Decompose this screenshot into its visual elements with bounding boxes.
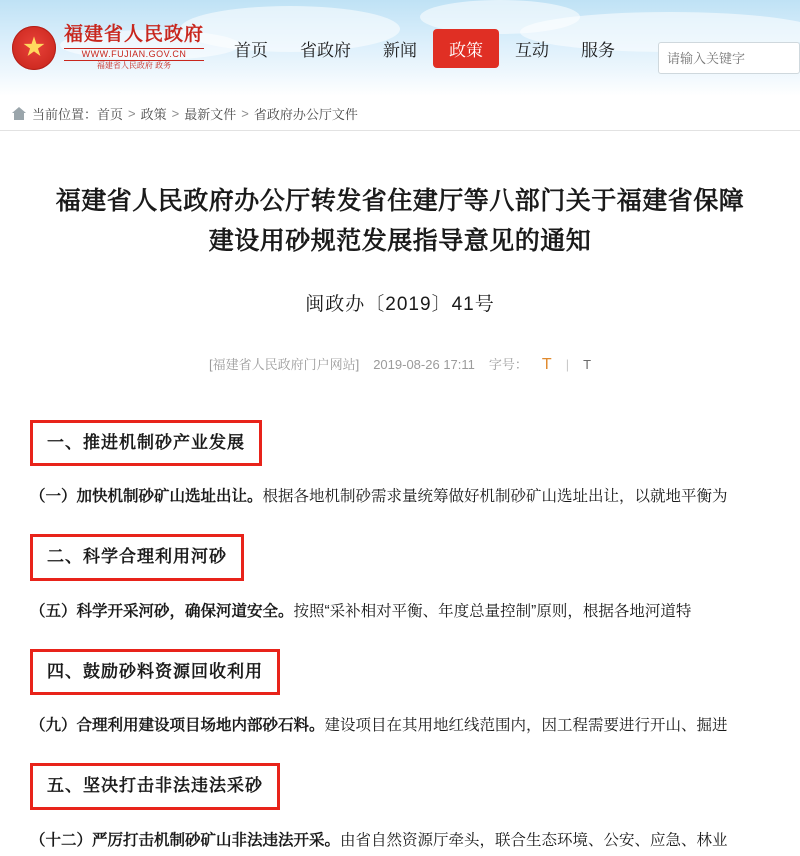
article-content bbox=[30, 398, 770, 856]
article-meta bbox=[30, 354, 770, 374]
breadcrumb-separator: > bbox=[171, 105, 180, 121]
section-paragraph-1 bbox=[30, 482, 770, 512]
search-box[interactable] bbox=[658, 42, 800, 74]
article-body bbox=[0, 131, 800, 856]
nav-item-policy[interactable]: 政策 bbox=[433, 29, 499, 68]
national-emblem-icon bbox=[12, 26, 56, 70]
section-paragraph-3 bbox=[30, 711, 770, 741]
section-heading-4: 五、坚决打击非法违法采砂 bbox=[30, 763, 280, 809]
breadcrumb-item-policy[interactable]: 政策 bbox=[140, 106, 167, 122]
nav-item-news[interactable]: 新闻 bbox=[383, 40, 417, 60]
nav-item-services[interactable]: 服务 bbox=[581, 40, 615, 60]
font-size-divider: | bbox=[565, 357, 570, 372]
breadcrumb-separator: > bbox=[241, 105, 249, 121]
logo-title: 福建省人民政府 bbox=[64, 23, 205, 45]
logo-url: WWW.FUJIAN.GOV.CN bbox=[64, 48, 204, 62]
section-paragraph-2 bbox=[30, 597, 770, 627]
paragraph-lead-1: （一）加快机制砂矿山选址出让。 bbox=[30, 488, 263, 506]
main-nav bbox=[218, 29, 631, 68]
home-icon bbox=[12, 107, 26, 120]
font-size-large-button[interactable]: T bbox=[541, 356, 552, 373]
article-datetime: 2019-08-26 17:11 bbox=[373, 357, 475, 372]
nav-item-provincial-government[interactable]: 省政府 bbox=[300, 40, 351, 60]
section-heading-3: 四、鼓励砂料资源回收利用 bbox=[30, 649, 280, 695]
paragraph-rest-3: 建设项目在其用地红线范围内，因工程需要进行开山、掘进 bbox=[324, 717, 728, 735]
paragraph-rest-1: 根据各地机制砂需求量统筹做好机制砂矿山选址出让，以就地平衡为 bbox=[262, 488, 728, 506]
section-paragraph-4 bbox=[30, 826, 770, 856]
breadcrumb-separator: > bbox=[128, 105, 136, 121]
breadcrumb-prefix: 当前位置： bbox=[32, 106, 98, 122]
logo-subtitle: 福建省人民政府 政务 bbox=[96, 61, 172, 71]
nav-item-interaction[interactable]: 互动 bbox=[515, 40, 549, 60]
document-number: 闽政办〔2019〕41号 bbox=[305, 294, 495, 315]
site-header bbox=[0, 0, 800, 96]
paragraph-lead-3: （九）合理利用建设项目场地内部砂石料。 bbox=[30, 717, 325, 735]
paragraph-lead-4: （十二）严厉打击机制砂矿山非法违法开采。 bbox=[30, 831, 341, 849]
search-input[interactable] bbox=[659, 50, 799, 67]
site-logo[interactable] bbox=[12, 23, 205, 72]
breadcrumb-item-general-office-documents[interactable]: 省政府办公厅文件 bbox=[253, 106, 358, 122]
paragraph-lead-2: （五）科学开采河砂，确保河道安全。 bbox=[30, 602, 294, 620]
nav-item-home[interactable]: 首页 bbox=[234, 40, 268, 60]
breadcrumb-item-home[interactable]: 首页 bbox=[97, 106, 124, 122]
page-title: 福建省人民政府办公厅转发省住建厅等八部门关于福建省保障建设用砂规范发展指导意见的通知 bbox=[55, 187, 745, 255]
paragraph-rest-2: 按照“采补相对平衡、年度总量控制”原则，根据各地河道特 bbox=[293, 602, 692, 620]
article-source: [福建省人民政府门户网站] bbox=[208, 357, 360, 372]
font-size-label: 字号： bbox=[488, 357, 528, 372]
paragraph-rest-4: 由省自然资源厅牵头，联合生态环境、公安、应急、林业 bbox=[340, 831, 728, 849]
breadcrumb-item-latest-documents[interactable]: 最新文件 bbox=[184, 106, 237, 122]
section-heading-1: 一、推进机制砂产业发展 bbox=[30, 420, 262, 466]
font-size-small-button[interactable]: T bbox=[583, 357, 592, 372]
section-heading-2: 二、科学合理利用河砂 bbox=[30, 534, 244, 580]
breadcrumb bbox=[0, 96, 800, 131]
